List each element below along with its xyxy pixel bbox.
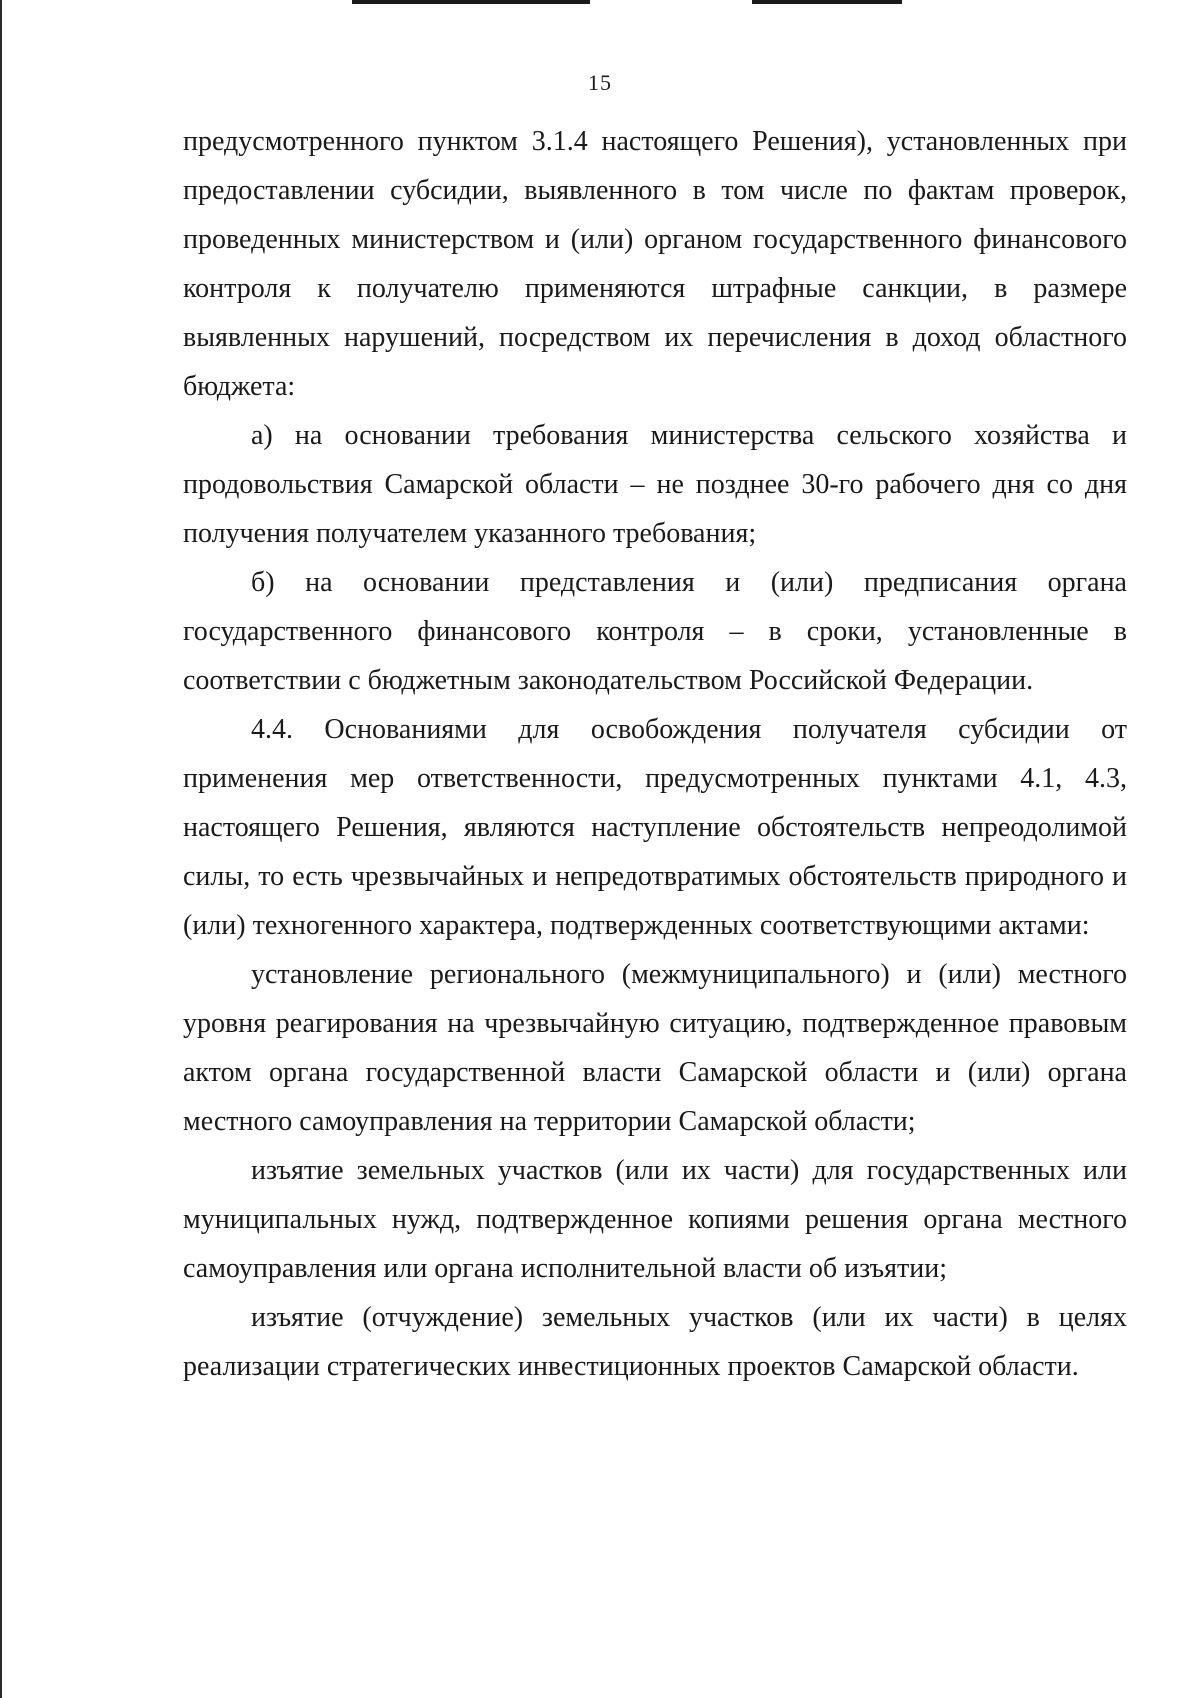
scan-top-mark: [352, 0, 590, 4]
scan-top-mark: [752, 0, 902, 4]
paragraph-item-b: б) на основании представления и (или) предписания органа государственного финансового контроля – в сроки, установленные в соответствии с бюджетным законодательством Российской Федерации.: [183, 567, 1127, 696]
paragraph-land-alienation: изъятие (отчуждение) земельных участков (или их части) в целях реализации стратегических инвестиционных проектов Самарской области.: [183, 1302, 1127, 1382]
scan-left-edge: [0, 0, 2, 1698]
page-number: 15: [588, 70, 612, 95]
paragraph-land-seizure: изъятие земельных участков (или их части) для государственных или муниципальных нужд, подтвержденное копиями решения органа местного самоуправления или органа исполнительной власти об изъятии;: [183, 1155, 1127, 1284]
document-body: [183, 117, 1127, 1391]
paragraph-4-4: 4.4. Основаниями для освобождения получателя субсидии от применения мер ответственности, предусмотренных пунктами 4.1, 4.3, настоящего Решения, являются наступление обстоятельств непреодолимой силы, то есть чрезвычайных и непредотвратимых обстоятельств природного и (или) техногенного характера, подтвержденных соответствующими актами:: [183, 714, 1127, 941]
paragraph-emergency-level: установление регионального (межмуниципального) и (или) местного уровня реагирования на чрезвычайную ситуацию, подтвержденное правовым актом органа государственной власти Самарской области и (или) органа местного самоуправления на территории Самарской области;: [183, 959, 1127, 1137]
paragraph-continuation: предусмотренного пунктом 3.1.4 настоящего Решения), установленных при предоставлении субсидии, выявленного в том числе по фактам проверок, проведенных министерством и (или) органом государственного финансового контроля к получателю применяются штрафные санкции, в размере выявленных нарушений, посредством их перечисления в доход областного бюджета:: [183, 126, 1127, 402]
paragraph-item-a: а) на основании требования министерства сельского хозяйства и продовольствия Самарской области – не позднее 30-го рабочего дня со дня получения получателем указанного требования;: [183, 420, 1127, 549]
